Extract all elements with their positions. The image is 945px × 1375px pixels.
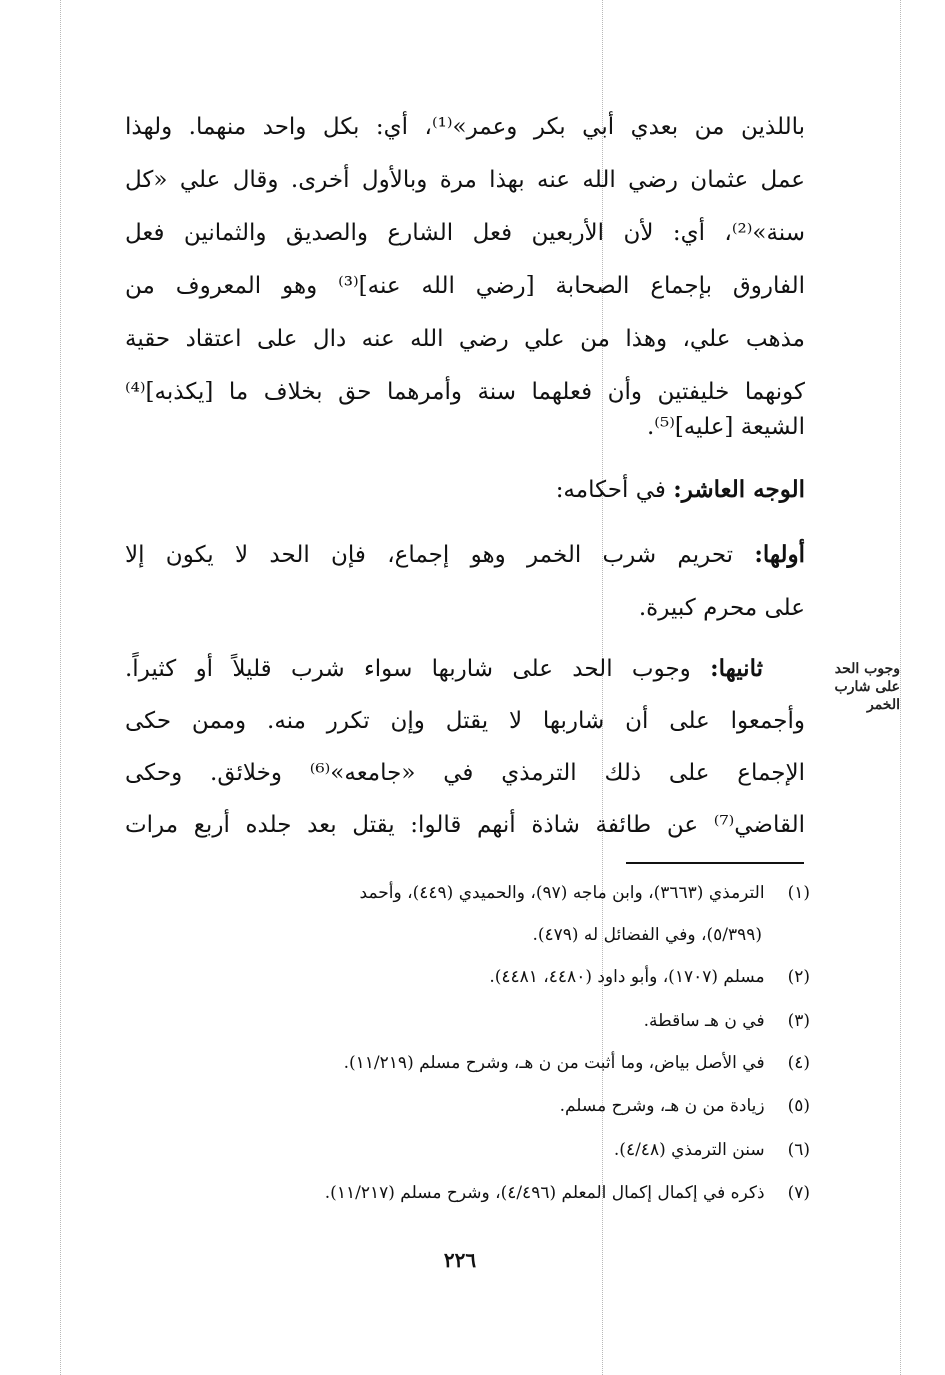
footnote (360, 880, 810, 906)
body-line (125, 652, 763, 686)
footnote (344, 1050, 810, 1076)
footnote-number: (٦) (787, 1140, 810, 1160)
item-label: أولها: (754, 541, 805, 568)
margin-note-line: على شارب (834, 679, 900, 695)
body-line (125, 538, 805, 572)
fold-line-left (60, 0, 61, 1375)
footnote-number: (١) (787, 883, 810, 903)
page-number: ٢٢٦ (443, 1248, 477, 1272)
body-line: كونهما خليفتين وأن فعلهما سنة وأمرهما حق بخلاف ما [يكذبه]⁽⁴⁾ (125, 379, 805, 405)
footnote-text: مسلم (١٧٠٧)، وأبو داود (٤٤٨٠، ٤٤٨١). (489, 967, 765, 987)
footnote-continuation: (٥/٣٩٩)، وفي الفضائل له (٤٧٩). (532, 925, 762, 945)
body-line: سنة»⁽²⁾، أي: لأن الأربعين فعل الشارع والصديق والثمانين فعل (125, 220, 805, 246)
footnote-text: زيادة من ن هـ، وشرح مسلم. (559, 1096, 765, 1116)
item-text: تحريم شرب الخمر وهو إجماع، فإن الحد لا يكون إلا (125, 542, 755, 568)
item-text: وجوب الحد على شاربها سواء شرب قليلاً أو كثيراً. (125, 656, 711, 682)
footnote-text: ذكره في إكمال إكمال المعلم (٤/٤٩٦)، وشرح مسلم (١١/٢١٧). (324, 1183, 765, 1203)
footnote (325, 1180, 810, 1206)
footnote-separator (626, 862, 804, 864)
footnote (614, 1137, 810, 1163)
heading-label: الوجه العاشر: (673, 476, 805, 503)
body-line: باللذين من بعدي أبي بكر وعمر»⁽¹⁾، أي: بكل واحد منهما. ولهذا (125, 114, 805, 140)
body-line: على محرم كبيرة. (638, 595, 805, 621)
footnote (489, 964, 810, 990)
body-line: الفاروق بإجماع الصحابة [رضي الله عنه]⁽³⁾ وهو المعروف من (125, 273, 805, 299)
fold-line-right (900, 0, 901, 1375)
fold-line-center (602, 0, 603, 1375)
footnote-number: (٣) (787, 1011, 810, 1031)
footnote-text: الترمذي (٣٦٦٣)، وابن ماجه (٩٧)، والحميدي (٤٤٩)، وأحمد (359, 883, 765, 903)
footnote (644, 1008, 810, 1034)
item-label: ثانيها: (710, 655, 763, 682)
heading-text: في أحكامه: (555, 477, 674, 503)
heading-line (125, 473, 805, 507)
footnote-number: (٥) (787, 1096, 810, 1116)
margin-note (808, 660, 900, 714)
body-line: مذهب علي، وهذا من علي رضي الله عنه دال على اعتقاد حقية (125, 326, 805, 352)
footnote-text: سنن الترمذي (٤/٤٨). (613, 1140, 765, 1160)
body-line: الإجماع على ذلك الترمذي في «جامعه»⁽⁶⁾ وخلائق. وحكى (125, 760, 805, 786)
footnote (560, 1093, 810, 1119)
footnote-text: في الأصل بياض، وما أثبت من ن هـ، وشرح مسلم (١١/٢١٩). (343, 1053, 765, 1073)
body-line: عمل عثمان رضي الله عنه بهذا مرة وبالأول أخرى. وقال علي «كل (125, 167, 805, 193)
body-line: الشيعة [عليه]⁽⁵⁾. (646, 414, 805, 440)
footnote-text: في ن هـ ساقطة. (643, 1011, 765, 1031)
body-line: وأجمعوا على أن شاربها لا يقتل وإن تكرر منه. وممن حكى (125, 708, 805, 734)
footnote-number: (٧) (787, 1183, 810, 1203)
footnote-number: (٤) (787, 1053, 810, 1073)
footnote-number: (٢) (787, 967, 810, 987)
body-line: القاضي⁽⁷⁾ عن طائفة شاذة أنهم قالوا: يقتل بعد جلده أربع مرات (125, 812, 805, 838)
margin-note-line: الخمر (866, 697, 900, 713)
margin-note-line: وجوب الحد (834, 661, 900, 677)
